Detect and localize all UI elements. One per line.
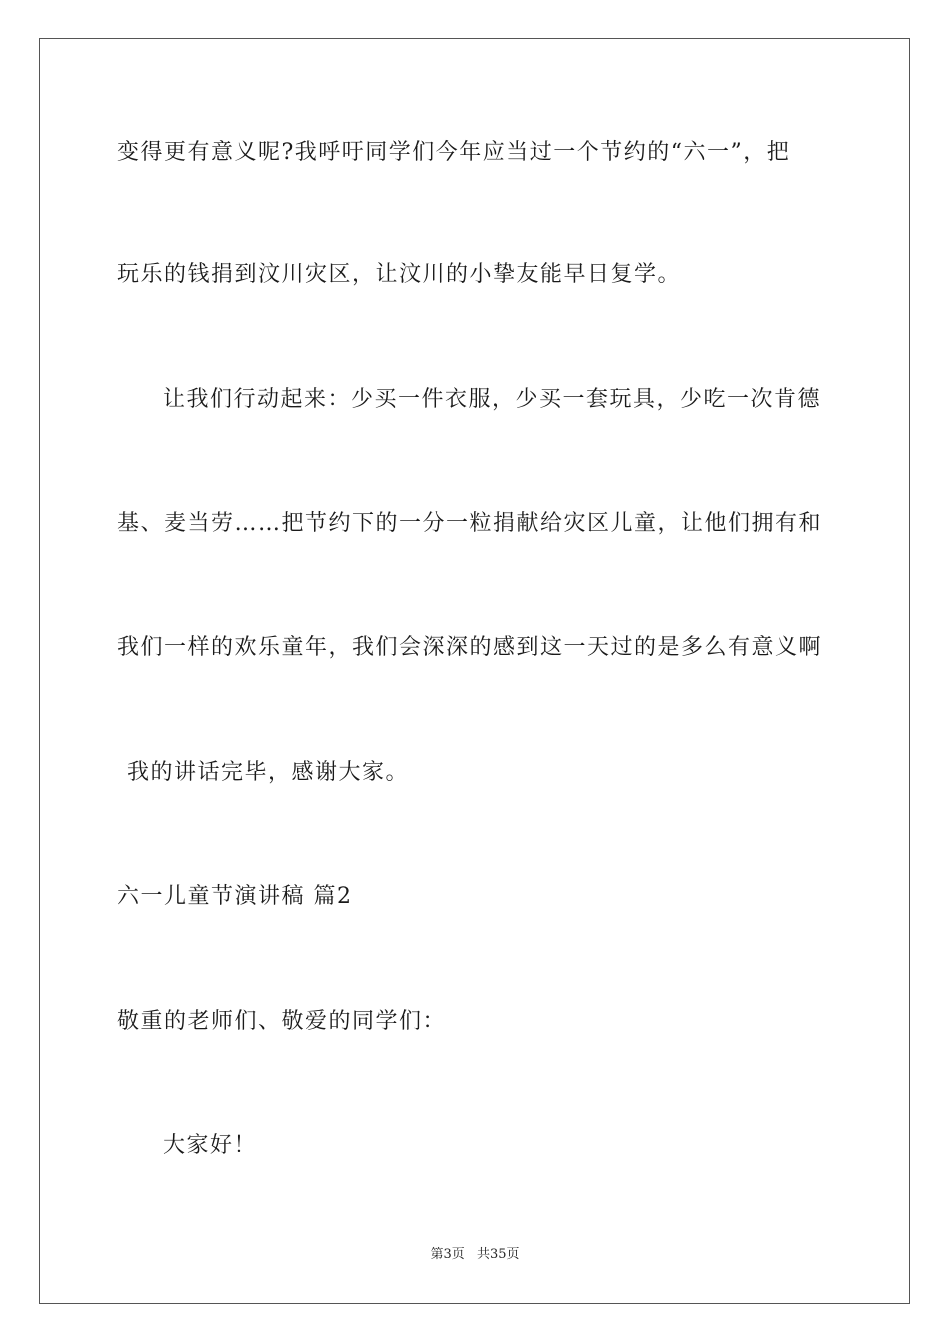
paragraph-line: 变得更有意义呢?我呼吁同学们今年应当过一个节约的“六一”，把 (117, 140, 791, 165)
paragraph-line: 我的讲话完毕，感谢大家。 (127, 760, 410, 785)
salutation-line: 敬重的老师们、敬爱的同学们： (117, 1009, 447, 1034)
paragraph-line: 让我们行动起来：少买一件衣服，少买一套玩具，少吃一次肯德 (163, 387, 822, 412)
greeting-line: 大家好！ (163, 1133, 258, 1158)
paragraph-line: 基、麦当劳……把节约下的一分一粒捐献给灾区儿童，让他们拥有和 (117, 511, 823, 536)
page-number-total: 共35页 (476, 1247, 520, 1262)
section-heading: 六一儿童节演讲稿 篇2 (117, 884, 353, 909)
paragraph-line: 我们一样的欢乐童年，我们会深深的感到这一天过的是多么有意义啊 (117, 635, 823, 660)
page-number-current: 第3页 (430, 1247, 465, 1262)
page-footer (0, 1246, 950, 1264)
page-frame (39, 38, 910, 1304)
paragraph-line: 玩乐的钱捐到汶川灾区，让汶川的小挚友能早日复学。 (117, 262, 682, 287)
